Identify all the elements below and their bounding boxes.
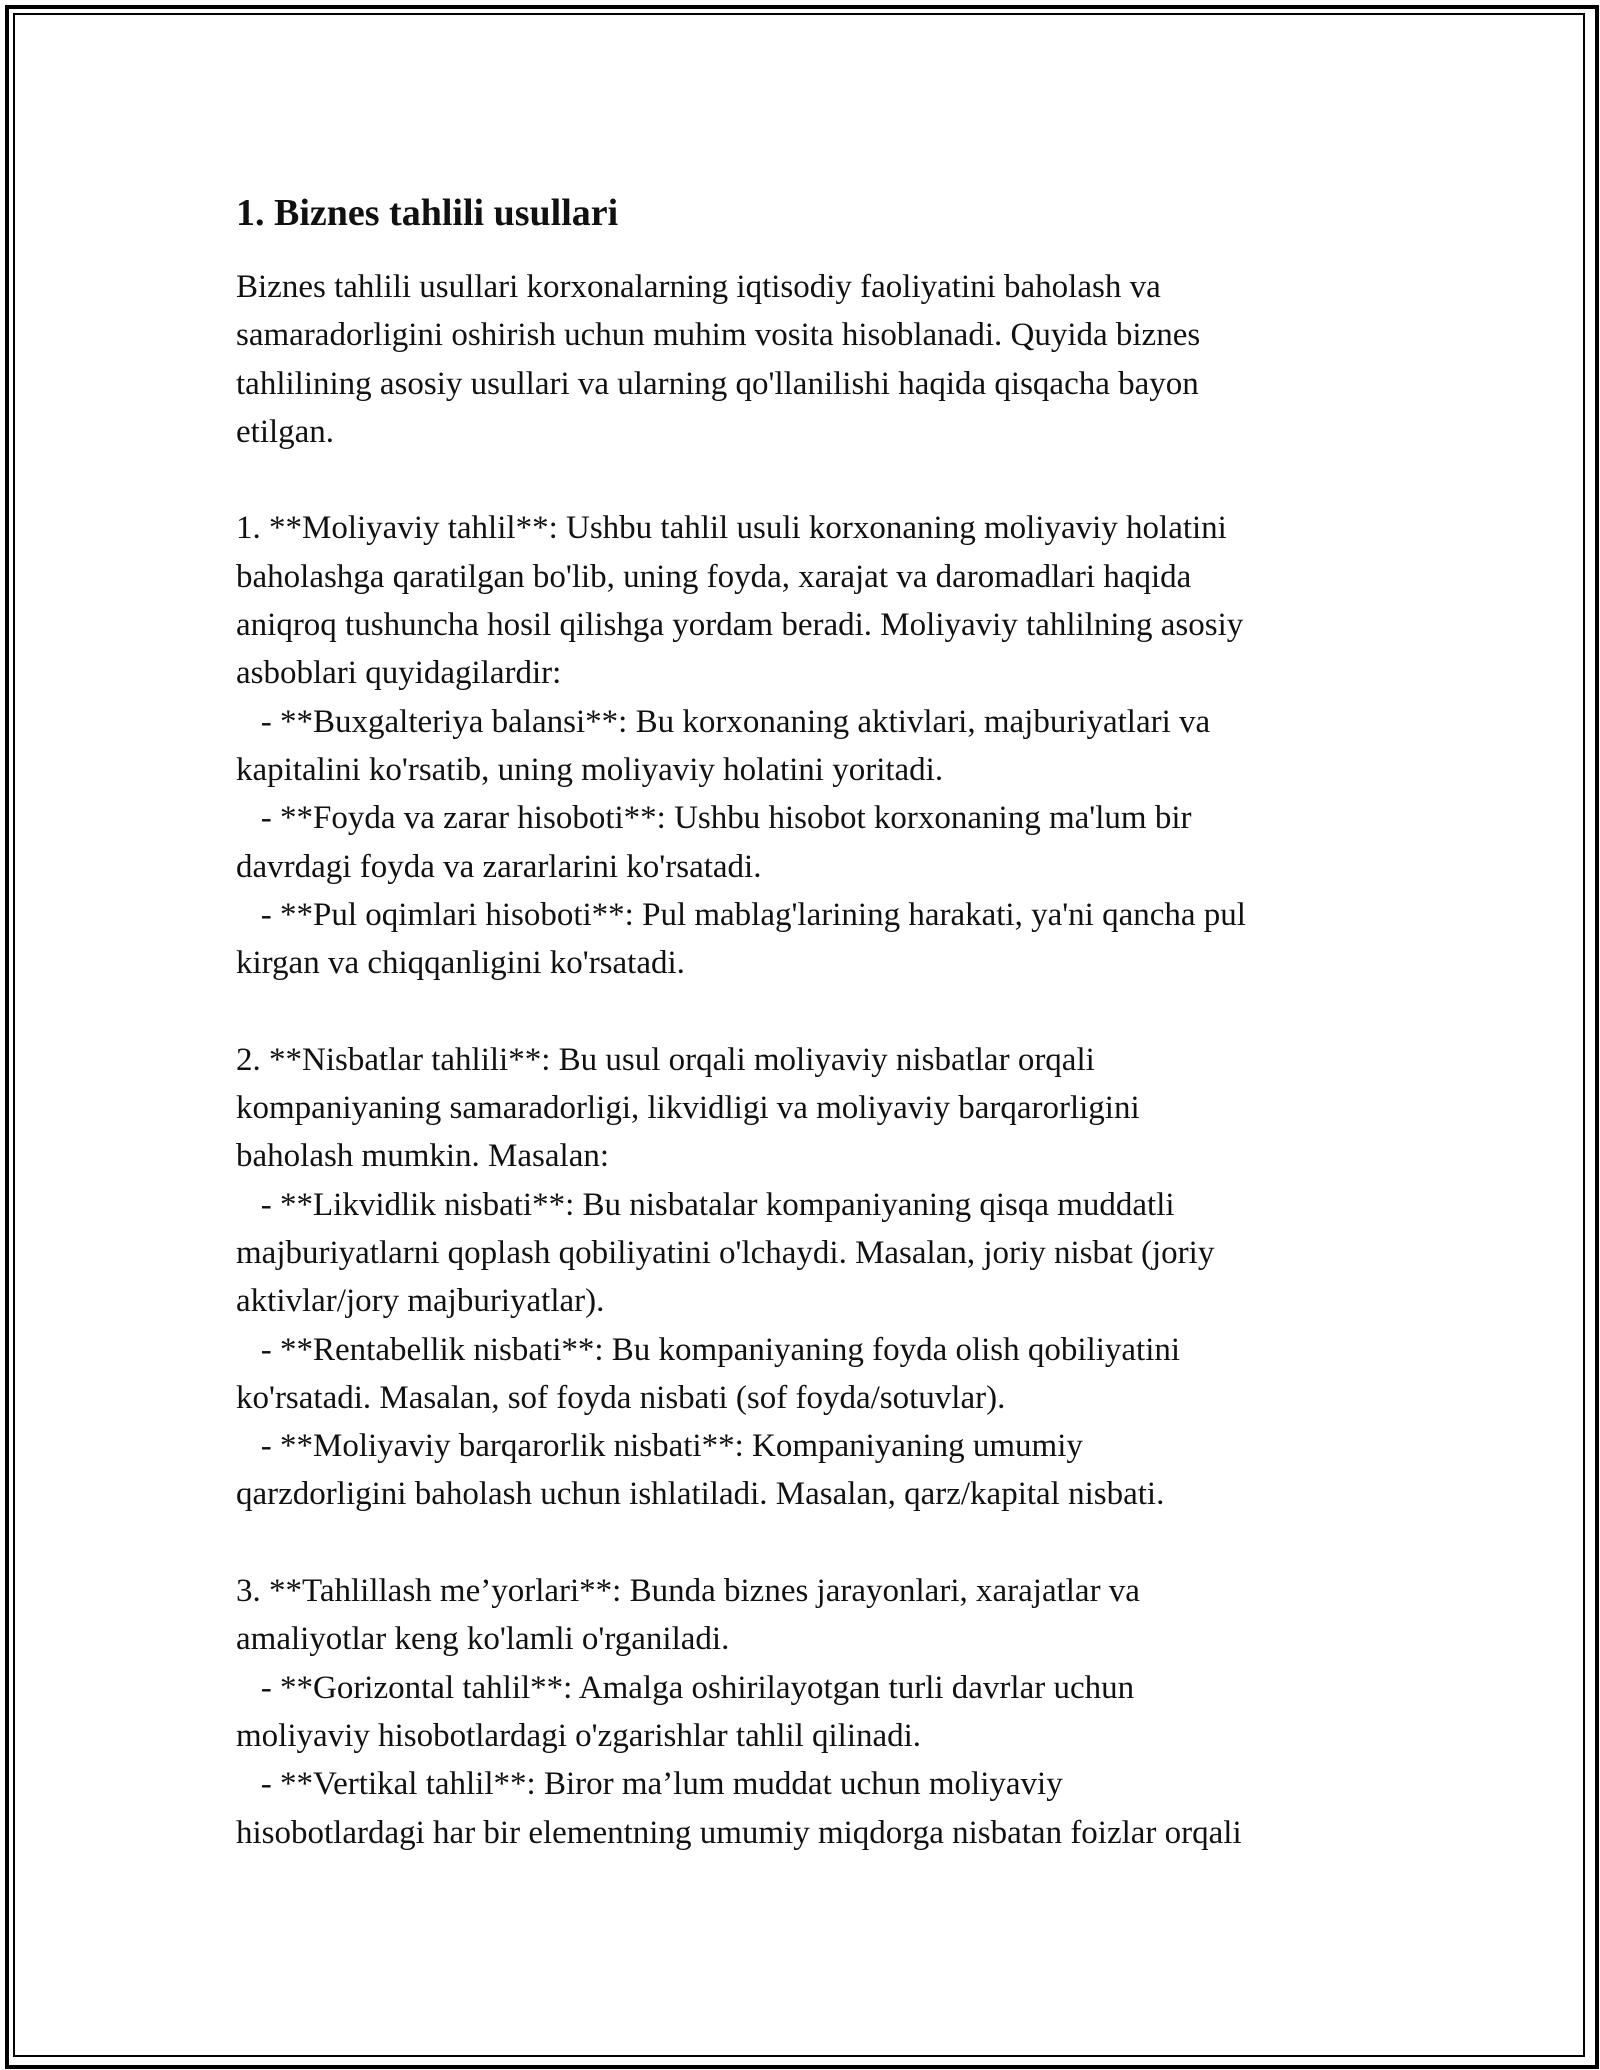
document-page: [236, 185, 1376, 1857]
document-body-text: Biznes tahlili usullari korxonalarning iqtisodiy faoliyatini baholash va samaradorligini oshirish uchun muhim vosita hisoblanadi. Quyida biznes tahlilining asosiy usullari va ularning qo'llanilishi haqida qisqacha bayon etilgan. 1. **Moliyaviy tahlil**: Ushbu tahlil usuli korxonaning moliyaviy holatini baholashga qaratilgan bo'lib, uning foyda, xarajat va daromadlari haqida aniqroq tushuncha hosil qilishga yordam beradi. Moliyaviy tahlilning asosiy asboblari quyidagilardir: - **Buxgalteriya balansi**: Bu korxonaning aktivlari, majburiyatlari va kapitalini ko'rsatib, uning moliyaviy holatini yoritadi. - **Foyda va zarar hisoboti**: Ushbu hisobot korxonaning ma'lum bir davrdagi foyda va zararlarini ko'rsatadi. - **Pul oqimlari hisoboti**: Pul mablag'larining harakati, ya'ni qancha pul kirgan va chiqqanligini ko'rsatadi. 2. **Nisbatlar tahlili**: Bu usul orqali moliyaviy nisbatlar orqali kompaniyaning samaradorligi, likvidligi va moliyaviy barqarorligini baholash mumkin. Masalan: - **Likvidlik nisbati**: Bu nisbatalar kompaniyaning qisqa muddatli majburiyatlarni qoplash qobiliyatini o'lchaydi. Masalan, joriy nisbat (joriy aktivlar/jory majburiyatlar). - **Rentabellik nisbati**: Bu kompaniyaning foyda olish qobiliyatini ko'rsatadi. Masalan, sof foyda nisbati (sof foyda/sotuvlar). - **Moliyaviy barqarorlik nisbati**: Kompaniyaning umumiy qarzdorligini baholash uchun ishlatiladi. Masalan, qarz/kapital nisbati. 3. **Tahlillash me’yorlari**: Bunda biznes jarayonlari, xarajatlar va amaliyotlar keng ko'lamli o'rganiladi. - **Gorizontal tahlil**: Amalga oshirilayotgan turli davrlar uchun moliyaviy hisobotlardagi o'zgarishlar tahlil qilinadi. - **Vertikal tahlil**: Biror ma’lum muddat uchun moliyaviy hisobotlardagi har bir elementning umumiy miqdorga nisbatan foizlar orqali: [236, 269, 1246, 1851]
document-heading: 1. Biznes tahlili usullari: [236, 192, 619, 234]
